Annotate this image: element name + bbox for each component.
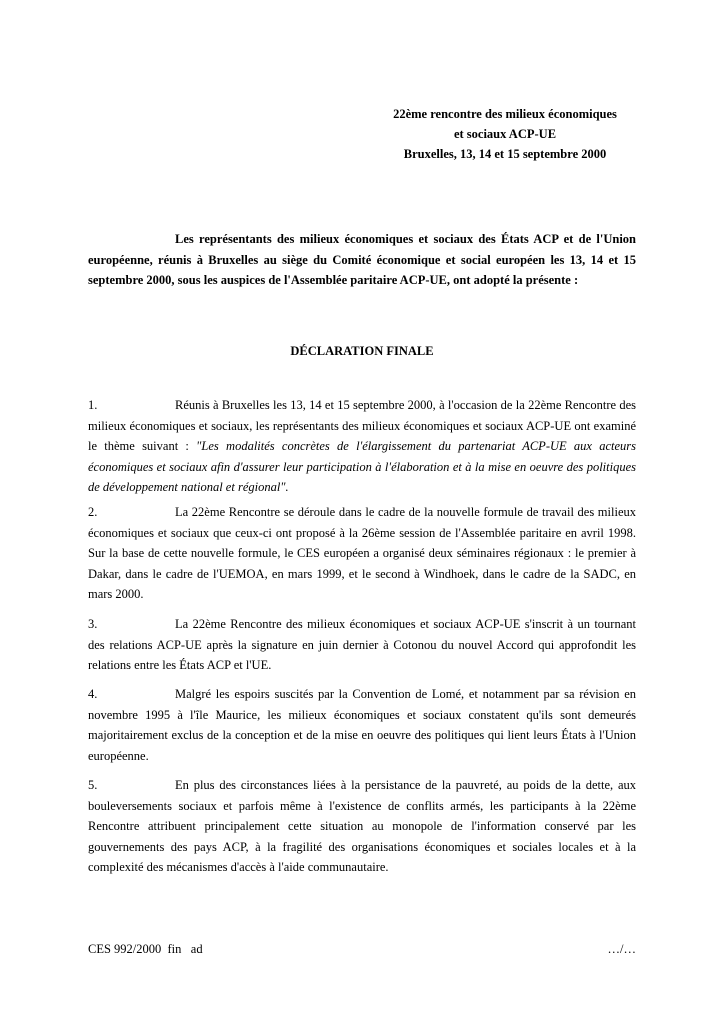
paragraph-number: 3. — [88, 617, 98, 631]
paragraph-5 — [88, 775, 636, 878]
document-title: DÉCLARATION FINALE — [290, 344, 434, 358]
paragraph-2 — [88, 502, 636, 605]
header-line-2: et sociaux ACP-UE — [453, 127, 557, 141]
paragraph-1 — [88, 395, 636, 498]
intro-paragraph: Les représentants des milieux économiques et sociaux des États ACP et de l'Union européenne, réunis à Bruxelles au siège du Comité économique et social européen les 13, 14 et 15 septembre 2000, sous les auspices de l'Assemblée paritaire ACP-UE, ont adopté la présente : — [88, 232, 636, 287]
continuation-mark: …/… — [607, 942, 636, 956]
meeting-header — [370, 104, 640, 164]
paragraph-number: 1. — [88, 398, 98, 412]
paragraph-theme-quote: "Les modalités concrètes de l'élargissement du partenariat ACP-UE aux acteurs économiques et sociaux afin d'assurer leur participation à l'élaboration et à la mise en oeuvre des politiques de développement national et régional". — [88, 439, 636, 494]
paragraph-text: En plus des circonstances liées à la persistance de la pauvreté, au poids de la dette, aux bouleversements sociaux et parfois même à l'existence de conflits armés, les participants à la 22ème Rencontre attribuent principalement cette situation au monopole de l'information conservé par les gouvernements des pays ACP, à la fragilité des organisations économiques et sociales locales et à la complexité des mécanismes d'accès à l'aide communautaire. — [88, 778, 636, 874]
header-line-3: Bruxelles, 13, 14 et 15 septembre 2000 — [403, 147, 607, 161]
paragraph-4 — [88, 684, 636, 766]
paragraph-3 — [88, 614, 636, 676]
paragraph-number: 5. — [88, 778, 98, 792]
paragraph-number: 4. — [88, 687, 98, 701]
document-reference: CES 992/2000 fin ad — [88, 942, 203, 956]
paragraph-text: Malgré les espoirs suscités par la Convention de Lomé, et notamment par sa révision en novembre 1995 à l'île Maurice, les milieux économiques et sociaux constatent qu'ils sont demeurés majoritairement exclus de la conception et de la mise en oeuvre des politiques qui lient leurs États à l'Union européenne. — [88, 687, 636, 763]
paragraph-text: Réunis à Bruxelles les 13, 14 et 15 septembre 2000, à l'occasion de la 22ème Rencontre des milieux économiques et sociaux, les représentants des milieux économiques et sociaux ACP-UE ont examiné le thème suivant : — [88, 398, 636, 453]
paragraph-number: 2. — [88, 505, 98, 519]
header-line-1: 22ème rencontre des milieux économiques — [393, 107, 617, 121]
paragraph-text: La 22ème Rencontre se déroule dans le cadre de la nouvelle formule de travail des milieux économiques et sociaux que ceux-ci ont proposé à la 26ème session de l'Assemblée paritaire en avril 1998. Sur la base de cette nouvelle formule, le CES européen a organisé deux séminaires régionaux : le premier à Dakar, dans le cadre de l'UEMOA, en mars 1999, et le second à Windhoek, dans le cadre de la SADC, en mars 2000. — [88, 505, 636, 601]
paragraph-text: La 22ème Rencontre des milieux économiques et sociaux ACP-UE s'inscrit à un tournant des relations ACP-UE après la signature en juin dernier à Cotonou du nouvel Accord qui approfondit les relations entre les États ACP et l'UE. — [88, 617, 636, 672]
